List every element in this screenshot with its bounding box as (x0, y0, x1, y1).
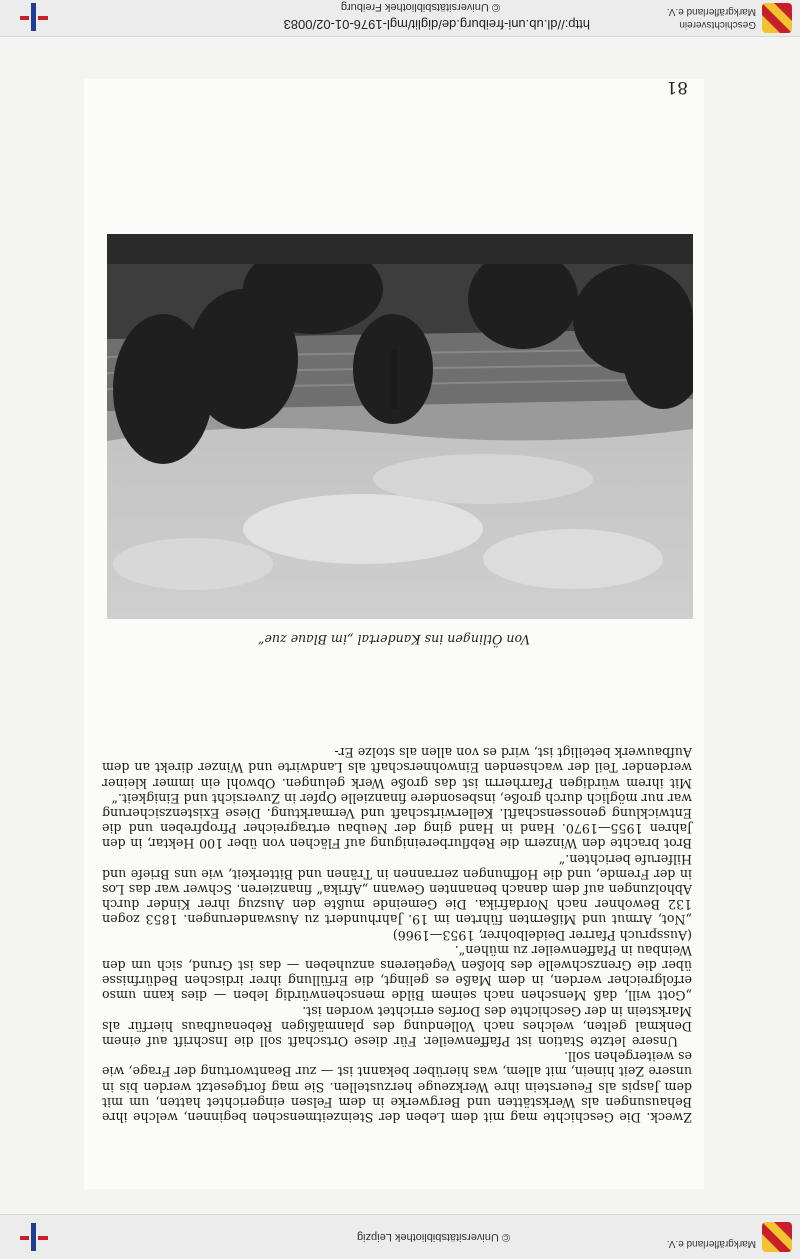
paragraph: Unsere letzte Station ist Pfaffenweiler. Für diese Ortschaft soll die Inschrift auf einem Denkmal gelten, welches nach Vollendung des planmäßigen Rebenaufbaus hierfür als Markstein in der Geschichte des Dorfes errichtet worden ist. (102, 1003, 692, 1049)
quote-paragraph: „Not, Armut und Mißernten führten im 19. Jahrhundert zu Auswanderungen. 1853 zogen 132 Bewohner nach Nordafrika. Die Gemeinde mußte den Auszug ihrer Kinder durch Abholzungen auf dem danach benannten Gewann „Afrika“ finanzieren. Schwer war das Los in der Fremde, und die Hoffnungen zerrannen in Tränen und Bitterkeit, wie uns Briefe und Hilferufe berichten.“ (102, 851, 692, 928)
page-number: 81 (666, 77, 688, 97)
source-url-link[interactable]: http://dl.ub.uni-freiburg.de/diglit/mgl-1976-01-02/0083 (283, 17, 590, 32)
photo-caption: Von Ötlingen ins Kandertal „im Blaue zue“ (257, 632, 531, 647)
paragraph: Brot brachte den Winzern die Rebflurbereinigung auf Flächen von über 100 Hektar, in den Jahren 1955—1970. Hand in Hand ging der Neubau ertragreicher Pfropfreben und die Entwicklung genossenschaftl. Kellerwirtschaft und Vermarktung. Diese Existenzsicherung war nur möglich durch große, insbesondere finanzielle Opfer in Zuversicht und Einigkeit.“ (102, 790, 692, 852)
org-name: Geschichtsverein (679, 19, 756, 30)
viewer-footer (0, 0, 800, 37)
coat-of-arms-icon (762, 1222, 792, 1252)
quote-paragraph: „Gott will, daß Menschen nach seinem Bilde menschenwürdig leben — dies kann umso erfolgreicher werden, in dem Maße es gelingt, die Erfüllung ihrer irdischen Bedürfnisse über die Grenzschwelle des bloßen Vegetierens anzuheben — das ist Grund, sich um den Weinbau in Pfaffenweiler zu mühen“. (102, 942, 692, 1004)
copyright-notice: © Universitätsbibliothek Freiburg (340, 1, 500, 13)
copyright-notice: © Universitätsbibliothek Leipzig (356, 1231, 510, 1243)
landscape-photo (107, 234, 693, 619)
body-text (102, 745, 692, 1125)
coat-of-arms-icon (762, 3, 792, 33)
paragraph: Zweck. Die Geschichte mag mit dem Leben der Steinzeitmenschen beginnen, welche ihre Behausungen als Werkstätten und Bergwerke in dem Felsen eingerichtet hatten, um mit dem Jaspis als Feuerstein ihre Werkzeuge herzustellen. Sie mag fortgesetzt werden bis in unsere Zeit hinein, mit allem, was hierüber bekannt ist — zur Beantwortung der Frage, wie es weitergehen soll. (102, 1049, 692, 1125)
paragraph: Mit ihrem würdigen Pfarrherrn ist das große Werk gelungen. Obwohl ein immer kleiner werdender Teil der wachsenden Einwohnerschaft als Landwirte und Winzer direkt an dem Aufbauwerk beteiligt ist, wird es von allen als stolze Er- (102, 745, 692, 791)
viewer-header (0, 1214, 800, 1259)
document-page (84, 79, 704, 1189)
attribution: (Ausspruch Pfarrer Deidelbohrer, 1953—1966) (392, 927, 692, 943)
org-name: Markgräflerland e.V. (666, 6, 756, 17)
university-logo-icon (20, 3, 48, 31)
org-name: Markgräflerland e.V. (666, 1238, 756, 1249)
university-logo-icon (20, 1223, 48, 1251)
